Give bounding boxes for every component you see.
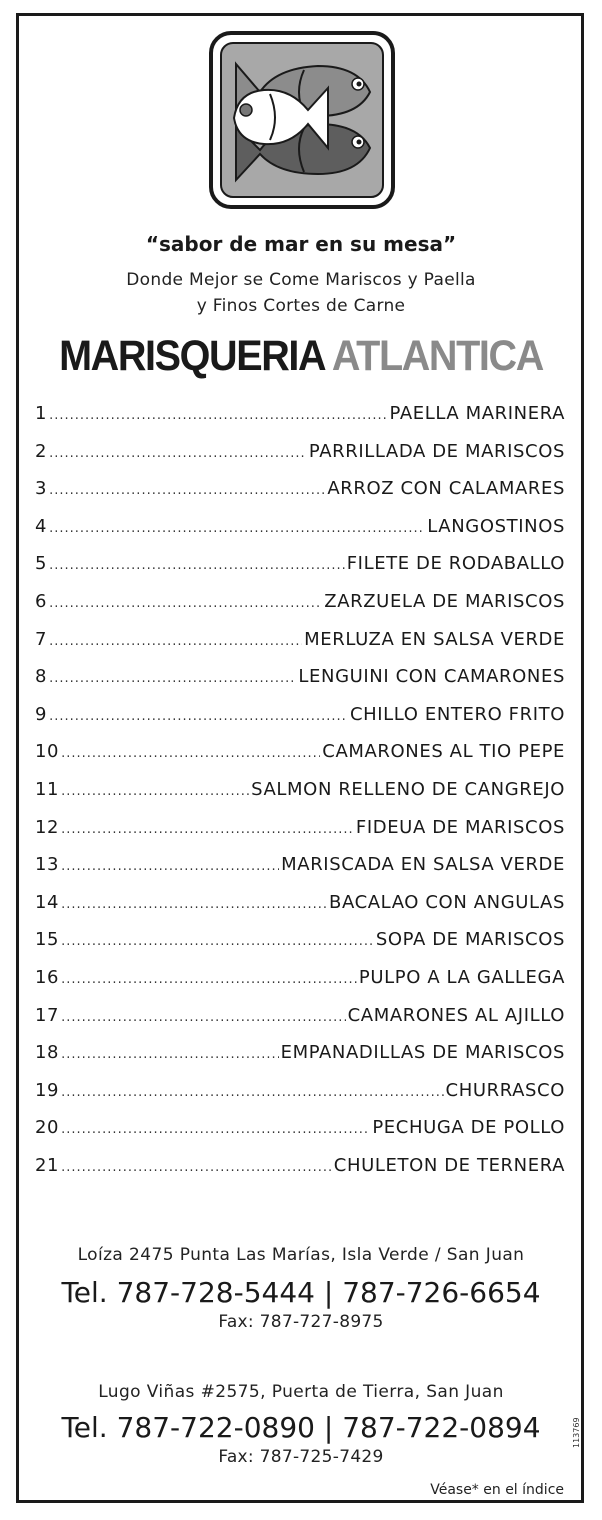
menu-item: 17 ..... CAMARONES AL AJILLO [35, 1005, 565, 1043]
address-1: Loíza 2475 Punta Las Marías, Isla Verde / San Juan [77, 1245, 525, 1265]
brand-name-part-1: MARISQUERIA [59, 332, 324, 380]
ad-code: 113769 [572, 1417, 581, 1448]
menu-item: 20 ..... PECHUGA DE POLLO [35, 1117, 565, 1155]
address-2: Lugo Viñas #2575, Puerta de Tierra, San Juan [98, 1382, 504, 1402]
phone-numbers-2: Tel. 787-722-0890 | 787-722-0894 [61, 1411, 541, 1444]
menu-item: 4 ..... LANGOSTINOS [35, 516, 565, 554]
fax-2: Fax: 787-725-7429 [218, 1447, 384, 1467]
menu-item: 11 ..... SALMON RELLENO DE CANGREJO [35, 779, 565, 817]
fish-logo-icon [208, 30, 396, 210]
menu-item: 2 ..... PARRILLADA DE MARISCOS [35, 441, 565, 479]
menu-item: 15 ..... SOPA DE MARISCOS [35, 929, 565, 967]
menu-item: 9 ..... CHILLO ENTERO FRITO [35, 704, 565, 742]
menu-item: 5 ..... FILETE DE RODABALLO [35, 553, 565, 591]
phone-numbers-1: Tel. 787-728-5444 | 787-726-6654 [61, 1276, 541, 1309]
menu-item: 6 ..... ZARZUELA DE MARISCOS [35, 591, 565, 629]
brand-name-part-2: ATLANTICA [331, 332, 543, 380]
menu-item: 3 ..... ARROZ CON CALAMARES [35, 478, 565, 516]
menu-item: 14 ..... BACALAO CON ANGULAS [35, 892, 565, 930]
tagline: “sabor de mar en su mesa” [145, 232, 457, 256]
menu-item: 10 ..... CAMARONES AL TIO PEPE [35, 741, 565, 779]
menu-item: 18 ..... EMPANADILLAS DE MARISCOS [35, 1042, 565, 1080]
menu-item: 8 ..... LENGUINI CON CAMARONES [35, 666, 565, 704]
see-index-note: Véase* en el índice [430, 1482, 564, 1498]
subtitle-line-2: y Finos Cortes de Carne [196, 296, 406, 316]
menu-list [35, 403, 565, 1192]
menu-item: 1 ..... PAELLA MARINERA [35, 403, 565, 441]
menu-item: 16 ..... PULPO A LA GALLEGA [35, 967, 565, 1005]
menu-item: 21 ..... CHULETON DE TERNERA [35, 1155, 565, 1193]
restaurant-name [24, 332, 578, 381]
menu-item: 13 ..... MARISCADA EN SALSA VERDE [35, 854, 565, 892]
fax-1: Fax: 787-727-8975 [218, 1312, 384, 1332]
menu-item: 7 ..... MERLUZA EN SALSA VERDE [35, 629, 565, 667]
menu-item: 19 ..... CHURRASCO [35, 1080, 565, 1118]
menu-item: 12 ..... FIDEUA DE MARISCOS [35, 817, 565, 855]
subtitle-line-1: Donde Mejor se Come Mariscos y Paella [126, 270, 476, 290]
